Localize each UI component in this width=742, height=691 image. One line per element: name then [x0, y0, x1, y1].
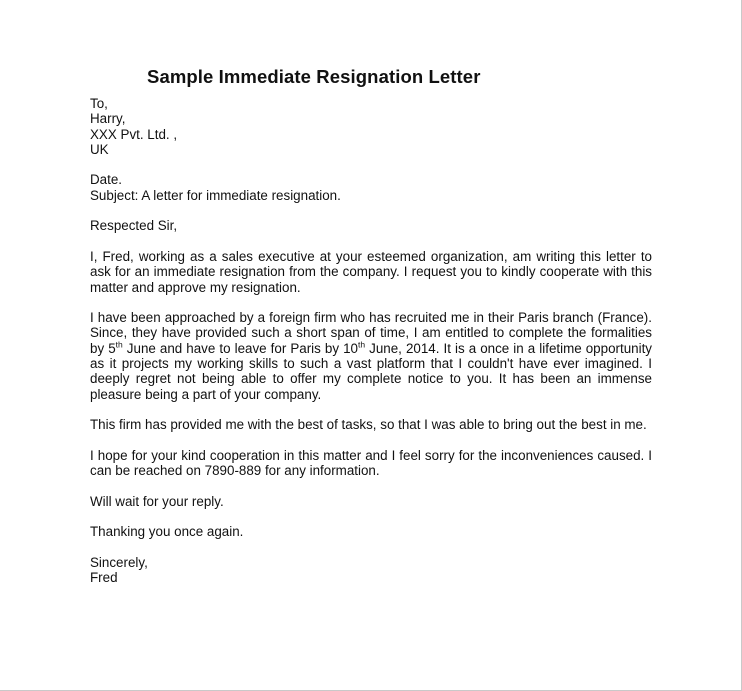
closing: Sincerely, — [90, 554, 148, 570]
signature: Fred — [90, 570, 118, 586]
subject-line: Subject: A letter for immediate resignation. — [90, 187, 341, 203]
paragraph-6: Thanking you once again. — [90, 524, 244, 540]
letter-body — [90, 66, 652, 586]
recipient-block — [90, 96, 652, 157]
paragraph-2-part-c: June, 2014. It is a once in a lifetime opportunity as it projects my working skills to such a vast platform that I couldn't have ever imagined. I deeply regret not being able to offer my complete notice to you. It has been an immense pleasure being a part of your company. — [90, 340, 652, 402]
paragraph-2-sup-a: th — [115, 339, 123, 350]
paragraph-5: Will wait for your reply. — [90, 493, 224, 509]
salutation: Respected Sir, — [90, 218, 178, 234]
paragraph-2 — [90, 310, 652, 402]
paragraph-2-part-b: June and have to leave for Paris by 10 — [122, 340, 358, 356]
paragraph-2-part-a: I have been approached by a foreign firm who has recruited me in their Paris branch (France). Since, they have provided such a short span of time, I am entitled to complete the formalities by 5 — [90, 310, 652, 356]
recipient-to: To, — [90, 96, 108, 111]
recipient-name: Harry, — [90, 111, 126, 127]
paragraph-2-sup-b: th — [357, 339, 366, 350]
date-label: Date. — [90, 172, 123, 188]
paragraph-1: I, Fred, working as a sales executive at your esteemed organization, am writing this letter to ask for an immediate resignation from the company. I request you to kindly cooperate with this matter and approve my resignation. — [90, 248, 652, 295]
paragraph-3: This firm has provided me with the best of tasks, so that I was able to bring out the best in me. — [90, 417, 647, 433]
paragraph-4: I hope for your kind cooperation in this matter and I feel sorry for the inconveniences caused. I can be reached on 7890-889 for any information. — [90, 447, 652, 479]
recipient-company: XXX Pvt. Ltd. , — [90, 126, 178, 142]
letter-title: Sample Immediate Resignation Letter — [147, 66, 481, 87]
recipient-country: UK — [90, 141, 109, 157]
